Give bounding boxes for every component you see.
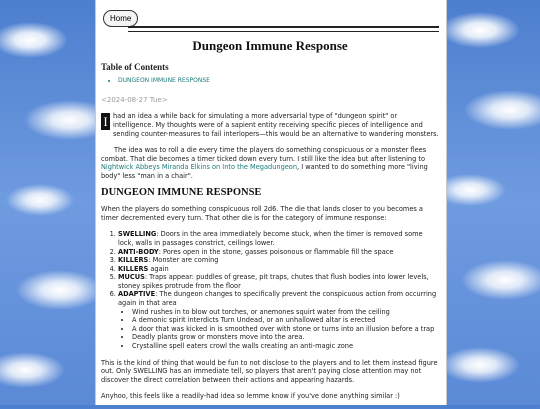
sublist-item: • A demonic spirit interdicts Turn Undead, or an unhallowed altar is erected: [132, 316, 439, 325]
p2-text-after: , I wanted to do something more "living body" less "man in a chair".: [101, 163, 428, 180]
list-term: ANTI-BODY: [118, 247, 159, 256]
list-item: [118, 273, 439, 290]
page-title: Dungeon Immune Response: [192, 38, 348, 53]
list-text: : Pores open in the stone, gasses poisonous or flammable fill the space: [158, 247, 394, 256]
home-button[interactable]: Home: [103, 10, 138, 27]
article: [101, 36, 439, 409]
section-heading: DUNGEON IMMUNE RESPONSE: [101, 186, 262, 198]
section-paragraph-2: This is the kind of thing that would be fun to not disclose to the players and to let them instead figure out. Only SWELLING has an immediate tell, so players that aren't paying close attention may not discover the direct correlation between their actions and appearing hazards.: [101, 358, 438, 384]
toc-heading: Table of Contents: [101, 61, 169, 72]
list-item: [118, 230, 439, 247]
list-term: KILLERS: [118, 264, 149, 273]
intro-text: had an idea a while back for simulating a more adversarial type of "dungeon spirit" or intelligence. My thoughts were of a sapient entity receiving specific pieces of intelligence and sending counter-measures to fail interlopers—this would be an alternative to wandering monsters.: [113, 112, 439, 138]
toc-link[interactable]: DUNGEON IMMUNE RESPONSE: [118, 77, 210, 85]
list-item: [118, 256, 439, 265]
sublist-item: • A door that was kicked in is smoothed over with stone or turns into an illusion before a trap: [132, 325, 439, 334]
list-item: [118, 248, 439, 257]
sublist-item: • Wind rushes in to blow out torches, or anemones squirt water from the ceiling: [132, 308, 439, 317]
list-item: [118, 265, 439, 274]
immune-response-list: [101, 230, 439, 350]
intro-paragraph: [101, 112, 439, 138]
list-text: again: [148, 264, 169, 273]
p2-text-before: The idea was to roll a die every time the players do something conspicuous or a monster flees combat. That die becomes a timer ticked down every turn. I still like the idea but after listening to: [101, 146, 427, 163]
toc-item[interactable]: [118, 77, 439, 86]
list-text: : Traps appear: puddles of grease, pit traps, chutes that flush bodies into lower levels, stoney spikes protrude from the floor: [118, 273, 429, 290]
list-text: : Doors in the area immediately become stuck, when the timer is removed some lock, walls in passages constrict, ceilings lower.: [118, 230, 423, 247]
list-text: : Monster are coming: [148, 256, 219, 265]
section-paragraph-1: When the players do something conspicuous roll 2d6. The die that lands closer to you becomes a timer decremented every turn. That other die is for the category of immune response:: [101, 205, 423, 222]
list-term: MUCUS: [118, 273, 145, 282]
post-date: <2024-08-27 Tue>: [101, 95, 168, 104]
sublist-item: • Crystalline spell eaters crowl the walls creating an anti-magic zone: [132, 342, 439, 351]
sublist-item: • Deadly plants grow or monsters move into the area.: [132, 333, 439, 342]
section-paragraph-3: Anyhoo, this feels like a readily-had idea so lemme know if you've done anything similar :): [101, 392, 400, 401]
podcast-link[interactable]: Nightwick Abbeys Miranda Elkins on Into the Megadungeon: [101, 163, 298, 172]
header-rule: [128, 26, 439, 32]
adaptive-sublist: [118, 308, 439, 351]
list-term: KILLERS: [118, 256, 149, 265]
list-item: [118, 290, 439, 350]
intro-paragraph-2: [101, 146, 439, 180]
list-term: SWELLING: [118, 230, 157, 239]
table-of-contents: [101, 63, 439, 86]
list-text: : The dungeon changes to specifically prevent the conspicuous action from occurring again in that area: [118, 290, 437, 308]
drop-cap: I: [101, 113, 110, 130]
list-term: ADAPTIVE: [118, 290, 156, 299]
